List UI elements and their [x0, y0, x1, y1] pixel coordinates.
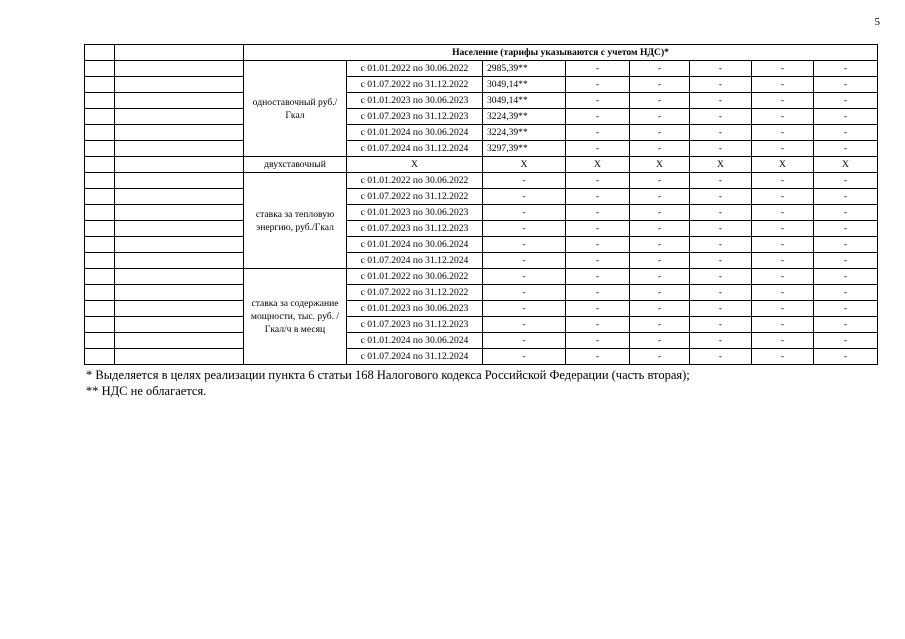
- period-cell: с 01.07.2024 по 31.12.2024: [347, 349, 483, 365]
- table-cell: [85, 301, 115, 317]
- value-cell: -: [752, 253, 814, 269]
- value-cell: -: [690, 173, 752, 189]
- value-cell: -: [814, 317, 878, 333]
- table-cell: [85, 333, 115, 349]
- table-row: [85, 301, 878, 317]
- value-cell: -: [752, 301, 814, 317]
- footnote: * Выделяется в целях реализации пункта 6 статьи 168 Налогового кодекса Российской Федерации (часть вторая);: [86, 368, 690, 382]
- value-cell: -: [566, 77, 630, 93]
- value-cell: -: [752, 109, 814, 125]
- table-row: [85, 189, 878, 205]
- value-cell: -: [630, 173, 690, 189]
- period-cell: с 01.01.2024 по 30.06.2024: [347, 237, 483, 253]
- table-cell: [85, 93, 115, 109]
- table-cell: [115, 301, 244, 317]
- table-cell: [85, 285, 115, 301]
- table-cell: [85, 45, 115, 61]
- table-row: [85, 237, 878, 253]
- period-cell: с 01.07.2024 по 31.12.2024: [347, 141, 483, 157]
- value-cell: -: [630, 77, 690, 93]
- period-cell: с 01.01.2023 по 30.06.2023: [347, 301, 483, 317]
- value-cell: -: [483, 221, 566, 237]
- table-cell: [85, 173, 115, 189]
- value-cell: -: [566, 253, 630, 269]
- footnote: ** НДС не облагается.: [86, 384, 207, 398]
- value-cell: 3224,39**: [483, 125, 566, 141]
- value-cell: -: [566, 269, 630, 285]
- value-cell: -: [814, 189, 878, 205]
- table-header-row: [85, 45, 878, 61]
- table-cell: [115, 109, 244, 125]
- period-cell: с 01.01.2023 по 30.06.2023: [347, 205, 483, 221]
- value-cell: -: [566, 301, 630, 317]
- table-header: Население (тарифы указываются с учетом НДС)*: [244, 45, 878, 61]
- value-cell: -: [690, 93, 752, 109]
- value-cell: -: [630, 61, 690, 77]
- value-cell: -: [630, 349, 690, 365]
- value-cell: -: [566, 333, 630, 349]
- rate-type-label: ставка за тепловую энергию, руб./Гкал: [244, 173, 347, 269]
- table-cell: [85, 157, 115, 173]
- value-cell: -: [483, 285, 566, 301]
- value-cell: -: [483, 189, 566, 205]
- period-cell: с 01.01.2024 по 30.06.2024: [347, 333, 483, 349]
- value-cell: -: [483, 173, 566, 189]
- value-cell: X: [566, 157, 630, 173]
- period-cell: с 01.01.2023 по 30.06.2023: [347, 93, 483, 109]
- value-cell: 3297,39**: [483, 141, 566, 157]
- value-cell: -: [630, 333, 690, 349]
- value-cell: -: [814, 109, 878, 125]
- value-cell: 3049,14**: [483, 77, 566, 93]
- value-cell: -: [566, 317, 630, 333]
- period-cell: с 01.07.2022 по 31.12.2022: [347, 77, 483, 93]
- table-cell: [115, 125, 244, 141]
- value-cell: -: [483, 301, 566, 317]
- period-cell: с 01.01.2024 по 30.06.2024: [347, 125, 483, 141]
- value-cell: -: [814, 269, 878, 285]
- value-cell: -: [814, 125, 878, 141]
- value-cell: -: [630, 317, 690, 333]
- value-cell: -: [630, 285, 690, 301]
- period-cell: с 01.07.2024 по 31.12.2024: [347, 253, 483, 269]
- value-cell: X: [630, 157, 690, 173]
- table-row: [85, 269, 878, 285]
- period-cell: с 01.07.2022 по 31.12.2022: [347, 189, 483, 205]
- value-cell: -: [752, 125, 814, 141]
- table-row: [85, 333, 878, 349]
- table-cell: [85, 189, 115, 205]
- value-cell: X: [483, 157, 566, 173]
- table-row: [85, 349, 878, 365]
- value-cell: -: [690, 237, 752, 253]
- value-cell: -: [752, 173, 814, 189]
- value-cell: -: [814, 61, 878, 77]
- period-cell: X: [347, 157, 483, 173]
- value-cell: -: [630, 189, 690, 205]
- table-cell: [115, 253, 244, 269]
- value-cell: X: [690, 157, 752, 173]
- period-cell: с 01.07.2022 по 31.12.2022: [347, 285, 483, 301]
- value-cell: -: [483, 253, 566, 269]
- value-cell: -: [630, 301, 690, 317]
- table-cell: [85, 205, 115, 221]
- table-cell: [115, 333, 244, 349]
- rate-type-label: двухставочный: [244, 157, 347, 173]
- value-cell: -: [566, 189, 630, 205]
- table-cell: [115, 77, 244, 93]
- value-cell: 3224,39**: [483, 109, 566, 125]
- rate-type-label: одноставочный руб./Гкал: [244, 61, 347, 157]
- value-cell: -: [630, 109, 690, 125]
- value-cell: -: [814, 349, 878, 365]
- value-cell: -: [814, 301, 878, 317]
- value-cell: -: [752, 141, 814, 157]
- value-cell: -: [630, 221, 690, 237]
- table-cell: [85, 141, 115, 157]
- value-cell: -: [566, 173, 630, 189]
- value-cell: -: [483, 237, 566, 253]
- page-number: 5: [874, 16, 880, 28]
- value-cell: -: [630, 93, 690, 109]
- table-cell: [115, 61, 244, 77]
- table-row: [85, 285, 878, 301]
- table-cell: [85, 317, 115, 333]
- value-cell: -: [752, 61, 814, 77]
- table-row: [85, 253, 878, 269]
- table-cell: [115, 317, 244, 333]
- period-cell: с 01.01.2022 по 30.06.2022: [347, 61, 483, 77]
- table-cell: [115, 285, 244, 301]
- value-cell: -: [690, 349, 752, 365]
- table-cell: [115, 269, 244, 285]
- tariff-table: [84, 44, 878, 365]
- value-cell: -: [814, 205, 878, 221]
- table-cell: [85, 253, 115, 269]
- value-cell: -: [814, 285, 878, 301]
- value-cell: -: [752, 205, 814, 221]
- value-cell: -: [630, 125, 690, 141]
- table-row: [85, 109, 878, 125]
- value-cell: -: [483, 333, 566, 349]
- footnotes: [86, 367, 866, 399]
- value-cell: -: [752, 189, 814, 205]
- table-cell: [85, 109, 115, 125]
- table-cell: [115, 157, 244, 173]
- value-cell: -: [690, 189, 752, 205]
- value-cell: -: [690, 333, 752, 349]
- value-cell: 2985,39**: [483, 61, 566, 77]
- table-row: [85, 141, 878, 157]
- value-cell: -: [483, 317, 566, 333]
- table-row: [85, 61, 878, 77]
- period-cell: с 01.07.2023 по 31.12.2023: [347, 109, 483, 125]
- value-cell: -: [814, 221, 878, 237]
- table-cell: [85, 269, 115, 285]
- table-row: [85, 93, 878, 109]
- value-cell: -: [630, 205, 690, 221]
- value-cell: -: [814, 77, 878, 93]
- value-cell: -: [566, 221, 630, 237]
- value-cell: -: [752, 237, 814, 253]
- value-cell: X: [752, 157, 814, 173]
- value-cell: -: [566, 93, 630, 109]
- value-cell: -: [483, 205, 566, 221]
- table-cell: [85, 237, 115, 253]
- value-cell: -: [814, 237, 878, 253]
- table-cell: [85, 221, 115, 237]
- value-cell: -: [690, 221, 752, 237]
- table-cell: [115, 189, 244, 205]
- value-cell: -: [630, 237, 690, 253]
- value-cell: -: [483, 269, 566, 285]
- table-row: [85, 77, 878, 93]
- period-cell: с 01.01.2022 по 30.06.2022: [347, 269, 483, 285]
- value-cell: -: [814, 173, 878, 189]
- period-cell: с 01.01.2022 по 30.06.2022: [347, 173, 483, 189]
- value-cell: -: [566, 205, 630, 221]
- value-cell: -: [752, 269, 814, 285]
- rate-type-label: ставка за содержание мощности, тыс. руб. /Гкал/ч в месяц: [244, 269, 347, 365]
- table-row: [85, 205, 878, 221]
- value-cell: -: [814, 93, 878, 109]
- table-row: [85, 157, 878, 173]
- table-cell: [85, 61, 115, 77]
- value-cell: 3049,14**: [483, 93, 566, 109]
- value-cell: -: [566, 109, 630, 125]
- value-cell: -: [690, 285, 752, 301]
- value-cell: -: [690, 77, 752, 93]
- table-cell: [115, 173, 244, 189]
- value-cell: X: [814, 157, 878, 173]
- value-cell: -: [752, 221, 814, 237]
- value-cell: -: [566, 125, 630, 141]
- value-cell: -: [752, 77, 814, 93]
- value-cell: -: [752, 349, 814, 365]
- value-cell: -: [566, 61, 630, 77]
- period-cell: с 01.07.2023 по 31.12.2023: [347, 221, 483, 237]
- value-cell: -: [630, 269, 690, 285]
- value-cell: -: [483, 349, 566, 365]
- value-cell: -: [814, 253, 878, 269]
- table-cell: [115, 205, 244, 221]
- value-cell: -: [752, 285, 814, 301]
- value-cell: -: [566, 237, 630, 253]
- table-row: [85, 221, 878, 237]
- table-cell: [115, 349, 244, 365]
- table-row: [85, 173, 878, 189]
- value-cell: -: [566, 285, 630, 301]
- value-cell: -: [814, 141, 878, 157]
- value-cell: -: [690, 109, 752, 125]
- table-cell: [115, 237, 244, 253]
- table-cell: [85, 77, 115, 93]
- value-cell: -: [814, 333, 878, 349]
- table-cell: [85, 125, 115, 141]
- value-cell: -: [690, 317, 752, 333]
- table-row: [85, 125, 878, 141]
- value-cell: -: [690, 253, 752, 269]
- value-cell: -: [690, 205, 752, 221]
- value-cell: -: [752, 317, 814, 333]
- table-cell: [115, 141, 244, 157]
- value-cell: -: [566, 349, 630, 365]
- period-cell: с 01.07.2023 по 31.12.2023: [347, 317, 483, 333]
- table-cell: [85, 349, 115, 365]
- value-cell: -: [752, 333, 814, 349]
- value-cell: -: [566, 141, 630, 157]
- value-cell: -: [690, 125, 752, 141]
- table-cell: [115, 93, 244, 109]
- value-cell: -: [630, 141, 690, 157]
- value-cell: -: [630, 253, 690, 269]
- value-cell: -: [690, 141, 752, 157]
- table-row: [85, 317, 878, 333]
- value-cell: -: [752, 93, 814, 109]
- table-cell: [115, 45, 244, 61]
- value-cell: -: [690, 301, 752, 317]
- value-cell: -: [690, 61, 752, 77]
- value-cell: -: [690, 269, 752, 285]
- table-cell: [115, 221, 244, 237]
